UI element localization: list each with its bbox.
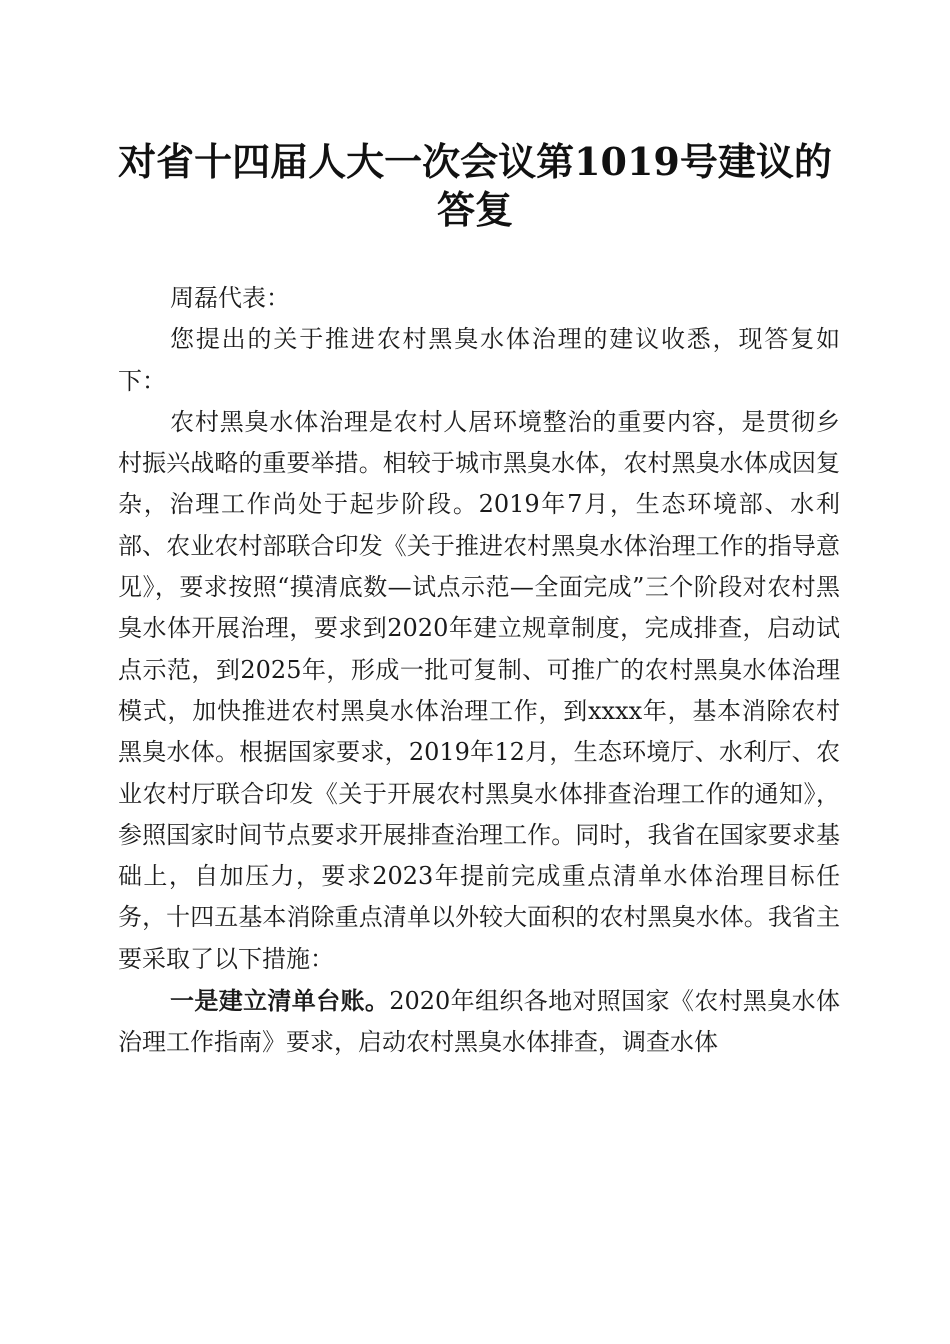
measure-1-text: 2020年组织各地对照国家《农村黑臭水体治理工作指南》要求，启动农村黑臭水体排查，调查水体 bbox=[118, 987, 841, 1057]
document-title: 对省十四届人大一次会议第1019号建议的答复 bbox=[118, 139, 832, 232]
paragraph-intro: 您提出的关于推进农村黑臭水体治理的建议收悉，现答复如下： bbox=[118, 325, 840, 395]
paragraph-background: 农村黑臭水体治理是农村人居环境整治的重要内容，是贯彻乡村振兴战略的重要举措。相较于城市黑臭水体，农村黑臭水体成因复杂，治理工作尚处于起步阶段。2019年7月，生态环境部、水利部、农业农村部联合印发《关于推进农村黑臭水体治理工作的指导意见》，要求按照“摸清底数—试点示范—全面完成”三个阶段对农村黑臭水体开展治理，要求到2020年建立规章制度，完成排查，启动试点示范，到2025年，形成一批可复制、可推广的农村黑臭水体治理模式，加快推进农村黑臭水体治理工作，到xxxx年，基本消除农村黑臭水体。根据国家要求，2019年12月，生态环境厅、水利厅、农业农村厅联合印发《关于开展农村黑臭水体排查治理工作的通知》，参照国家时间节点要求开展排查治理工作。同时，我省在国家要求基础上，自加压力，要求2023年提前完成重点清单水体治理目标任务，十四五基本消除重点清单以外较大面积的农村黑臭水体。我省主要采取了以下措施： bbox=[118, 407, 840, 973]
measure-1-lead: 一是建立清单台账。 bbox=[170, 986, 390, 1016]
document-body bbox=[118, 278, 840, 1064]
salutation: 周磊代表： bbox=[170, 284, 290, 312]
paragraph-measure-1 bbox=[118, 980, 840, 1064]
